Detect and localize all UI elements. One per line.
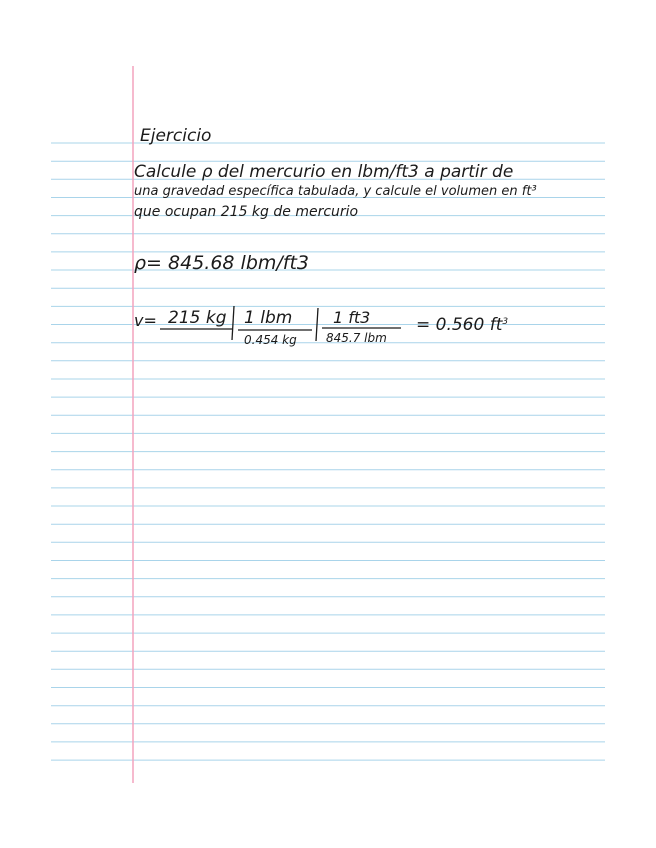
- density-denominator: 845.7 lbm: [326, 331, 387, 345]
- conversion-denominator: 0.454 kg: [244, 333, 297, 347]
- fraction-divider-1: [232, 306, 234, 340]
- volume-result: [416, 317, 508, 334]
- volume-result-exponent: 3: [502, 317, 509, 327]
- density-numerator: 1 ft3: [333, 308, 371, 327]
- mass-numerator: 215 kg: [168, 308, 227, 328]
- exercise-title: Ejercicio: [140, 126, 212, 146]
- volume-label: v=: [134, 311, 157, 330]
- ruled-lines: [51, 143, 605, 760]
- problem-line-3: que ocupan 215 kg de mercurio: [134, 204, 359, 220]
- density-result: ρ= 845.68 lbm/ft3: [134, 252, 310, 274]
- volume-result-value: = 0.560 ft: [416, 315, 503, 335]
- problem-line-2: una gravedad específica tabulada, y calcule el volumen en ft³: [134, 184, 537, 199]
- problem-line-1: Calcule ρ del mercurio en lbm/ft3 a partir de: [134, 162, 514, 182]
- conversion-numerator: 1 lbm: [244, 308, 293, 328]
